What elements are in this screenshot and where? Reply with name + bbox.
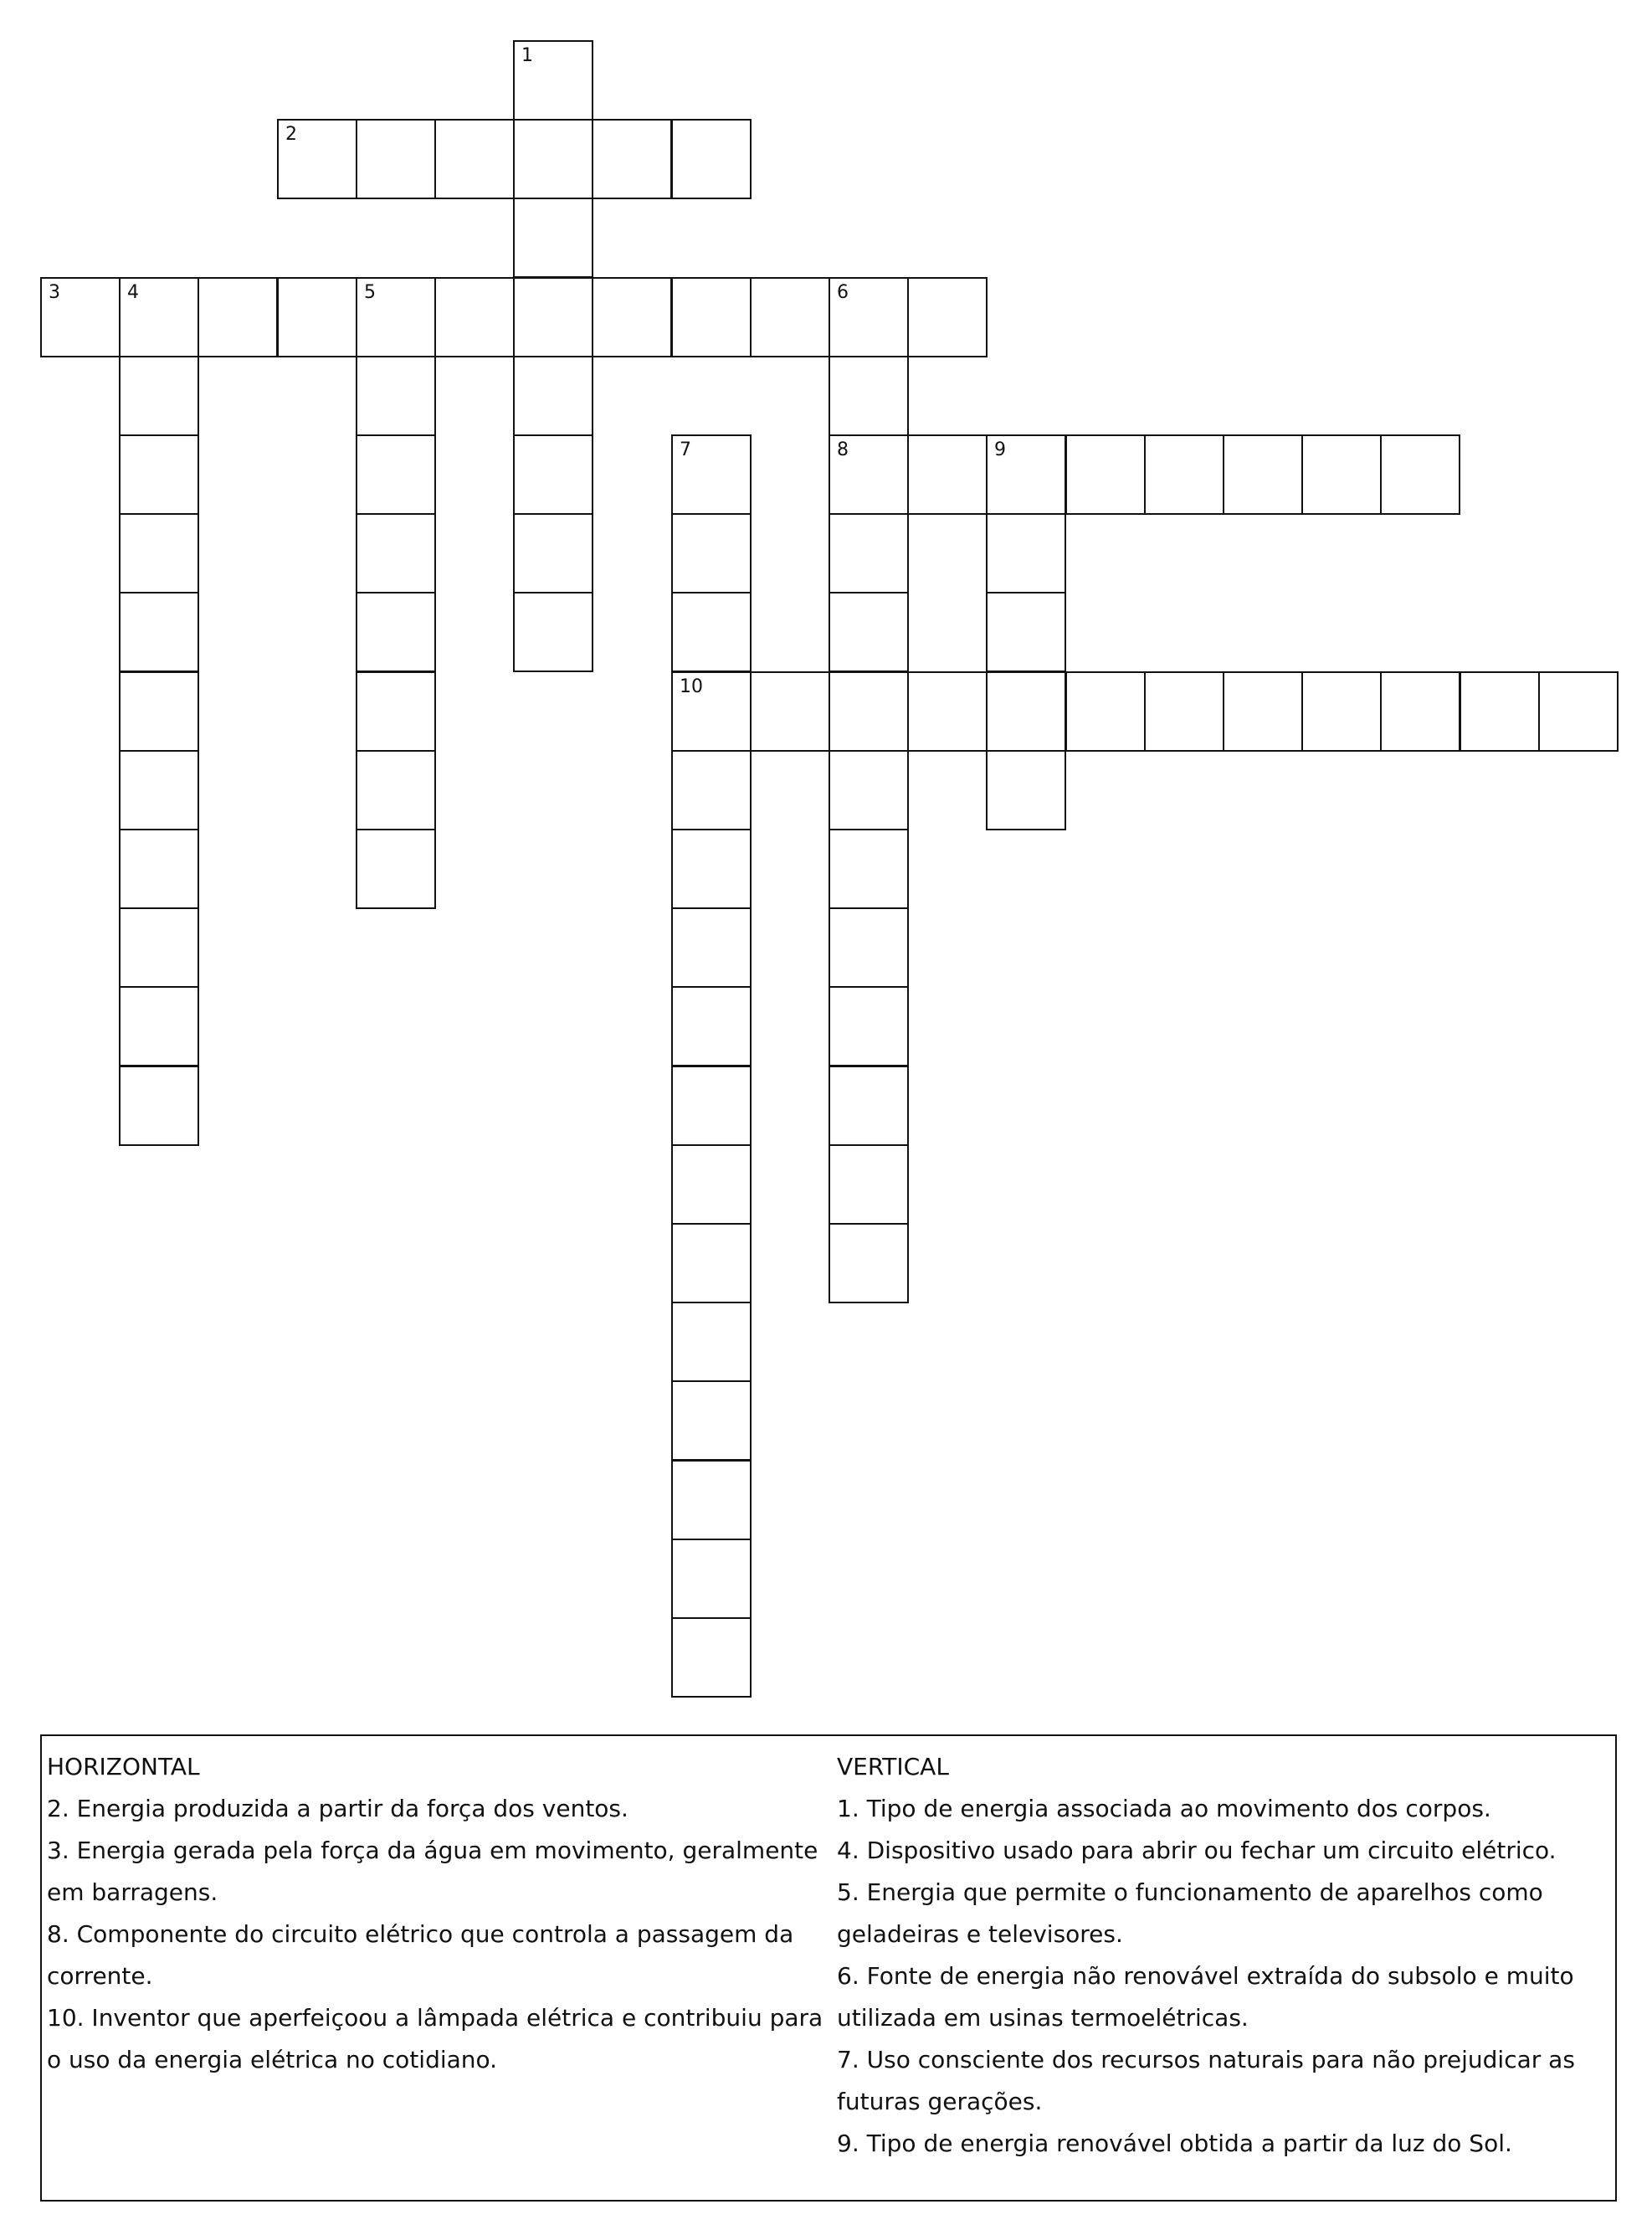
grid-cell[interactable] <box>356 434 436 515</box>
grid-cell[interactable] <box>1223 434 1303 515</box>
grid-cell[interactable] <box>356 513 436 593</box>
clue-number: 8 <box>837 439 849 460</box>
grid-cell[interactable] <box>1301 671 1382 752</box>
horizontal-heading: HORIZONTAL <box>47 1753 200 1780</box>
vertical-clues <box>837 1746 1590 2165</box>
grid-cell[interactable] <box>356 750 436 830</box>
grid-cell[interactable] <box>513 119 593 199</box>
grid-cell[interactable] <box>671 907 752 988</box>
grid-cell[interactable] <box>434 277 515 357</box>
grid-cell[interactable] <box>671 277 752 357</box>
grid-cell[interactable] <box>198 277 278 357</box>
grid-cell[interactable] <box>671 1460 752 1540</box>
grid-cell[interactable] <box>119 829 199 909</box>
grid-cell[interactable] <box>671 1066 752 1146</box>
grid-cell[interactable] <box>829 671 909 752</box>
grid-cell[interactable] <box>829 513 909 593</box>
grid-cell[interactable] <box>1380 671 1460 752</box>
grid-cell[interactable] <box>750 277 830 357</box>
clue-number: 10 <box>680 676 703 697</box>
grid-cell[interactable] <box>1065 434 1146 515</box>
grid-cell[interactable] <box>513 434 593 515</box>
clue-h2: 2. Energia produzida a partir da força dos ventos. <box>47 1795 628 1822</box>
grid-cell[interactable] <box>986 750 1066 830</box>
grid-cell[interactable] <box>592 277 672 357</box>
grid-cell[interactable] <box>1144 434 1224 515</box>
grid-cell[interactable] <box>671 434 752 515</box>
clue-number: 9 <box>994 439 1006 460</box>
grid-cell[interactable] <box>119 986 199 1066</box>
grid-cell[interactable] <box>356 277 436 357</box>
grid-cell[interactable] <box>1538 671 1619 752</box>
clue-number: 5 <box>364 282 376 303</box>
grid-cell[interactable] <box>671 986 752 1066</box>
horizontal-clues <box>47 1746 842 2081</box>
grid-cell[interactable] <box>986 671 1066 752</box>
grid-cell[interactable] <box>829 750 909 830</box>
grid-cell[interactable] <box>119 750 199 830</box>
grid-cell[interactable] <box>119 434 199 515</box>
grid-cell[interactable] <box>1301 434 1382 515</box>
clue-number: 2 <box>285 124 297 145</box>
grid-cell[interactable] <box>986 434 1066 515</box>
grid-cell[interactable] <box>829 277 909 357</box>
grid-cell[interactable] <box>513 356 593 436</box>
grid-cell[interactable] <box>277 119 357 199</box>
grid-cell[interactable] <box>671 750 752 830</box>
grid-cell[interactable] <box>986 592 1066 672</box>
clue-v1: 1. Tipo de energia associada ao movimento dos corpos. <box>837 1795 1491 1822</box>
grid-cell[interactable] <box>829 356 909 436</box>
grid-cell[interactable] <box>671 1223 752 1303</box>
grid-cell[interactable] <box>907 671 988 752</box>
grid-cell[interactable] <box>907 434 988 515</box>
grid-cell[interactable] <box>513 513 593 593</box>
grid-cell[interactable] <box>671 592 752 672</box>
grid-cell[interactable] <box>829 1066 909 1146</box>
clues-box <box>40 1734 1617 2202</box>
clue-number: 6 <box>837 282 849 303</box>
grid-cell[interactable] <box>119 907 199 988</box>
grid-cell[interactable] <box>356 356 436 436</box>
clue-h8: 8. Componente do circuito elétrico que controla a passagem da corrente. <box>47 1920 794 1990</box>
grid-cell[interactable] <box>119 592 199 672</box>
grid-cell[interactable] <box>513 198 593 278</box>
grid-cell[interactable] <box>671 1302 752 1382</box>
grid-cell[interactable] <box>671 1380 752 1461</box>
grid-cell[interactable] <box>671 119 752 199</box>
grid-cell[interactable] <box>1065 671 1146 752</box>
grid-cell[interactable] <box>119 671 199 752</box>
grid-cell[interactable] <box>671 513 752 593</box>
grid-cell[interactable] <box>1144 671 1224 752</box>
grid-cell[interactable] <box>1223 671 1303 752</box>
clue-number: 1 <box>521 45 533 66</box>
grid-cell[interactable] <box>829 1223 909 1303</box>
clue-h3: 3. Energia gerada pela força da água em movimento, geralmente em barragens. <box>47 1837 818 1906</box>
grid-cell[interactable] <box>119 277 199 357</box>
clue-v7: 7. Uso consciente dos recursos naturais para não prejudicar as futuras gerações. <box>837 2046 1575 2115</box>
clue-v6: 6. Fonte de energia não renovável extraída do subsolo e muito utilizada em usinas termoelétricas. <box>837 1962 1574 2032</box>
clue-number: 4 <box>127 282 139 303</box>
grid-cell[interactable] <box>1460 671 1540 752</box>
grid-cell[interactable] <box>356 671 436 752</box>
grid-cell[interactable] <box>829 907 909 988</box>
clue-v4: 4. Dispositivo usado para abrir ou fechar um circuito elétrico. <box>837 1837 1557 1864</box>
grid-cell[interactable] <box>829 592 909 672</box>
grid-cell[interactable] <box>671 1539 752 1619</box>
grid-cell[interactable] <box>671 829 752 909</box>
grid-cell[interactable] <box>40 277 121 357</box>
grid-cell[interactable] <box>434 119 515 199</box>
grid-cell[interactable] <box>750 671 830 752</box>
grid-cell[interactable] <box>671 1617 752 1698</box>
grid-cell[interactable] <box>119 513 199 593</box>
grid-cell[interactable] <box>513 592 593 672</box>
grid-cell[interactable] <box>356 119 436 199</box>
grid-cell[interactable] <box>277 277 357 357</box>
grid-cell[interactable] <box>119 1066 199 1146</box>
grid-cell[interactable] <box>671 671 752 752</box>
grid-cell[interactable] <box>592 119 672 199</box>
grid-cell[interactable] <box>829 986 909 1066</box>
grid-cell[interactable] <box>986 513 1066 593</box>
grid-cell[interactable] <box>356 829 436 909</box>
clue-h10: 10. Inventor que aperfeiçoou a lâmpada elétrica e contribuiu para o uso da energia elétrica no cotidiano. <box>47 2004 823 2073</box>
grid-cell[interactable] <box>1380 434 1460 515</box>
grid-cell[interactable] <box>829 829 909 909</box>
grid-cell[interactable] <box>513 277 593 357</box>
clue-v9: 9. Tipo de energia renovável obtida a partir da luz do Sol. <box>837 2130 1512 2157</box>
grid-cell[interactable] <box>356 592 436 672</box>
clue-number: 3 <box>49 282 60 303</box>
clue-number: 7 <box>680 439 691 460</box>
clue-v5: 5. Energia que permite o funcionamento de aparelhos como geladeiras e televisores. <box>837 1878 1543 1948</box>
grid-cell[interactable] <box>829 434 909 515</box>
grid-cell[interactable] <box>119 356 199 436</box>
grid-cell[interactable] <box>671 1144 752 1225</box>
grid-cell[interactable] <box>829 1144 909 1225</box>
grid-cell[interactable] <box>513 40 593 121</box>
vertical-heading: VERTICAL <box>837 1753 949 1780</box>
grid-cell[interactable] <box>907 277 988 357</box>
